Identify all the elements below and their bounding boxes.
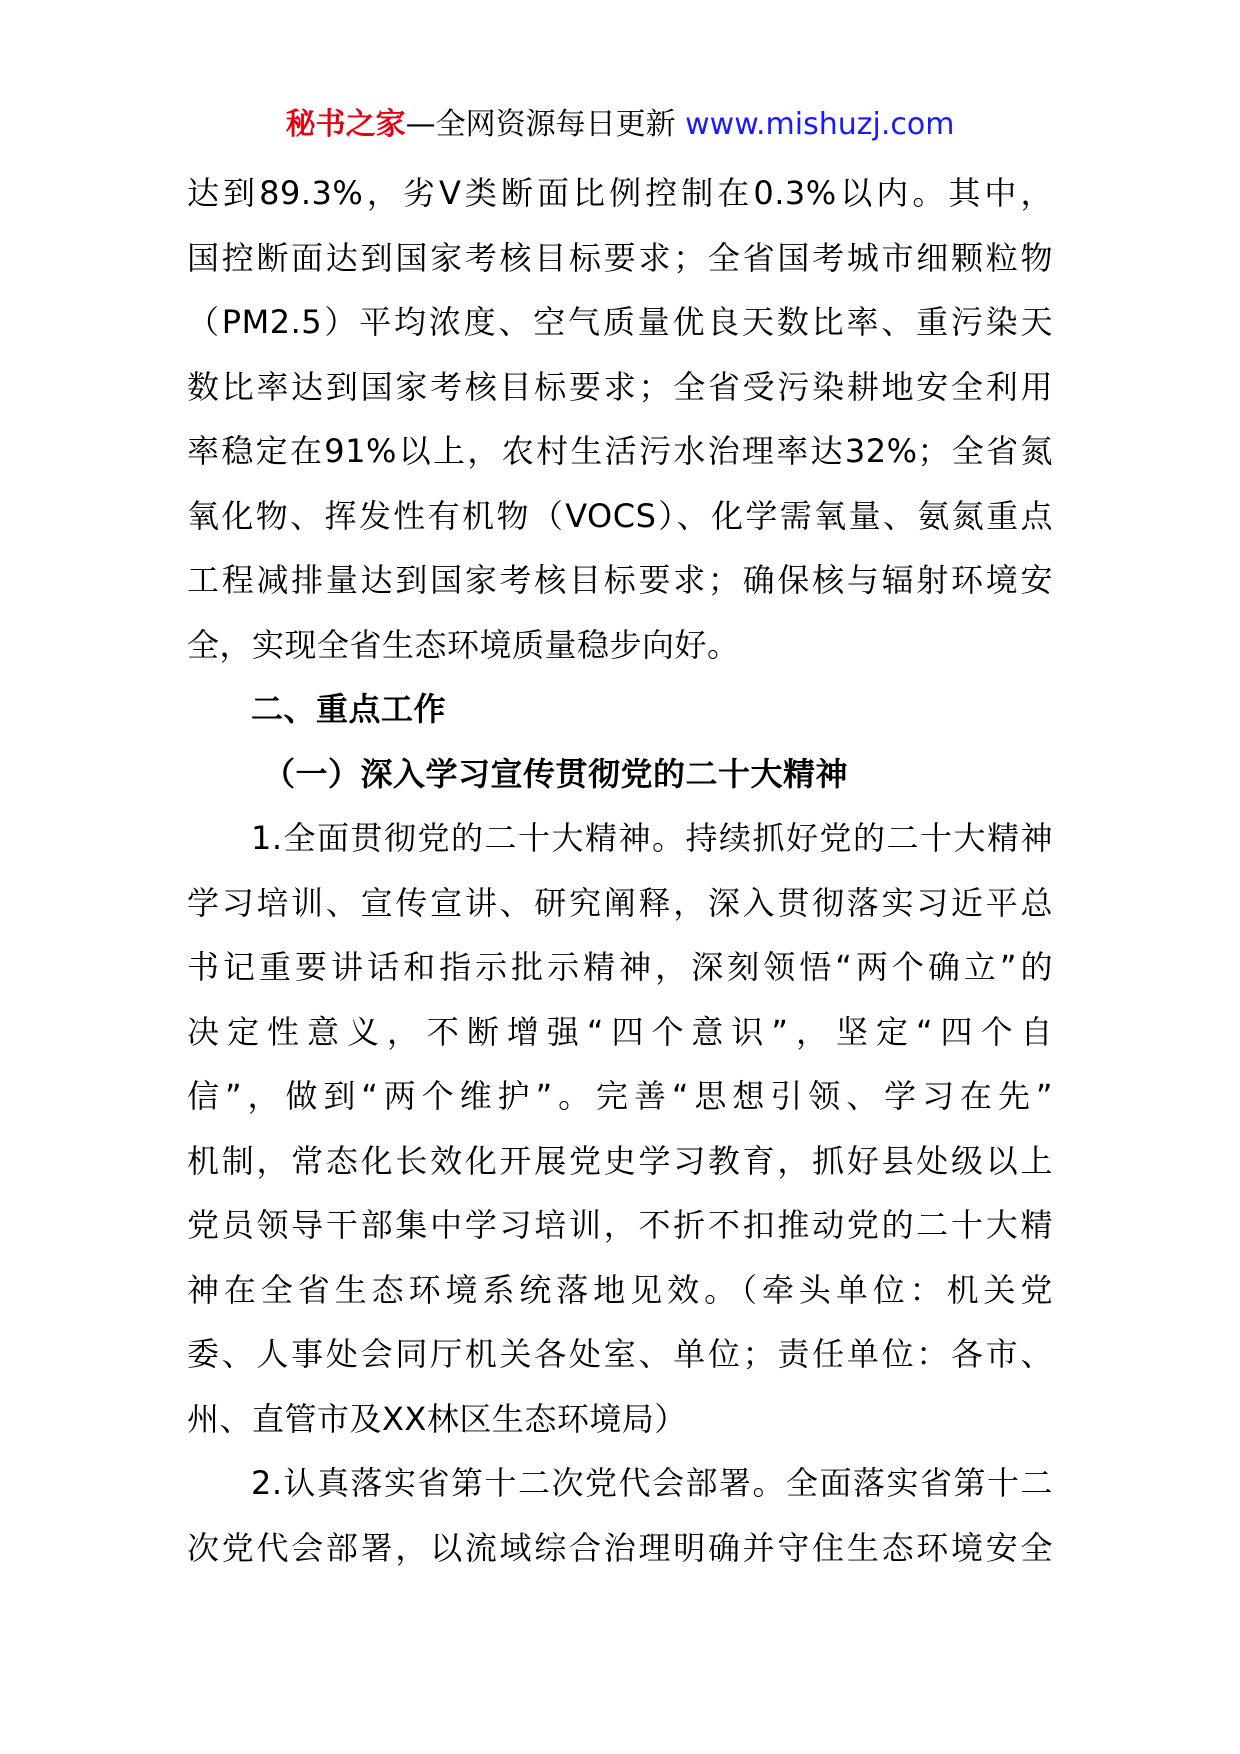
text-line: 国控断面达到国家考核目标要求；全省国考城市细颗粒物 xyxy=(187,238,1053,277)
text-line: 次党代会部署，以流域综合治理明确并守住生态环境安全 xyxy=(187,1528,1053,1567)
text-line: （PM2.5）平均浓度、空气质量优良天数比率、重污染天 xyxy=(187,303,1053,341)
header-tagline: —全网资源每日更新 xyxy=(405,107,686,142)
section-heading-text: 二、重点工作 xyxy=(251,690,447,728)
text-line: 数比率达到国家考核目标要求；全省受污染耕地安全利用 xyxy=(187,367,1053,406)
text-line: 机制，常态化长效化开展党史学习教育，抓好县处级以上 xyxy=(187,1141,1053,1180)
text-line: 决定性意义，不断增强“四个意识”，坚定“四个自 xyxy=(187,1012,1053,1051)
section-heading xyxy=(187,677,1053,742)
text-line: 党员领导干部集中学习培训，不折不扣推动党的二十大精 xyxy=(187,1206,1053,1244)
text-line: 工程减排量达到国家考核目标要求；确保核与辐射环境安 xyxy=(187,561,1053,599)
text-line: 达到89.3%，劣Ⅴ类断面比例控制在0.3%以内。其中， xyxy=(187,174,1053,212)
document-body xyxy=(187,161,1053,1580)
page-header xyxy=(0,100,1240,150)
text-line: 神在全省生态环境系统落地见效。（牵头单位：机关党 xyxy=(187,1270,1053,1309)
text-line: 委、人事处会同厅机关各处室、单位；责任单位：各市、 xyxy=(187,1335,1053,1373)
text-line: 信”，做到“两个维护”。完善“思想引领、学习在先” xyxy=(187,1077,1053,1115)
header-brand: 秘书之家 xyxy=(285,107,406,142)
text-line: 率稳定在91%以上，农村生活污水治理率达32%；全省氮 xyxy=(187,432,1053,470)
subsection-heading-text: （一）深入学习宣传贯彻党的二十大精神 xyxy=(263,754,849,793)
subsection-heading xyxy=(187,742,1053,807)
text-line: 州、直管市及XX林区生态环境局） xyxy=(187,1399,687,1438)
header-url-link[interactable]: www.mishuzj.com xyxy=(685,107,955,142)
text-line: 学习培训、宣传宣讲、研究阐释，深入贯彻落实习近平总 xyxy=(187,883,1053,922)
text-line: 书记重要讲话和指示批示精神，深刻领悟“两个确立”的 xyxy=(187,948,1053,986)
text-line: 2.认真落实省第十二次党代会部署。全面落实省第十二 xyxy=(251,1464,1053,1502)
text-line: 全，实现全省生态环境质量稳步向好。 xyxy=(187,625,740,664)
paragraph-item-2 xyxy=(187,1451,1053,1580)
paragraph-item-1 xyxy=(187,806,1053,1451)
text-line: 氧化物、挥发性有机物（VOCS）、化学需氧量、氨氮重点 xyxy=(187,496,1053,535)
text-line: 1.全面贯彻党的二十大精神。持续抓好党的二十大精神 xyxy=(251,819,1053,857)
paragraph-targets xyxy=(187,161,1053,677)
